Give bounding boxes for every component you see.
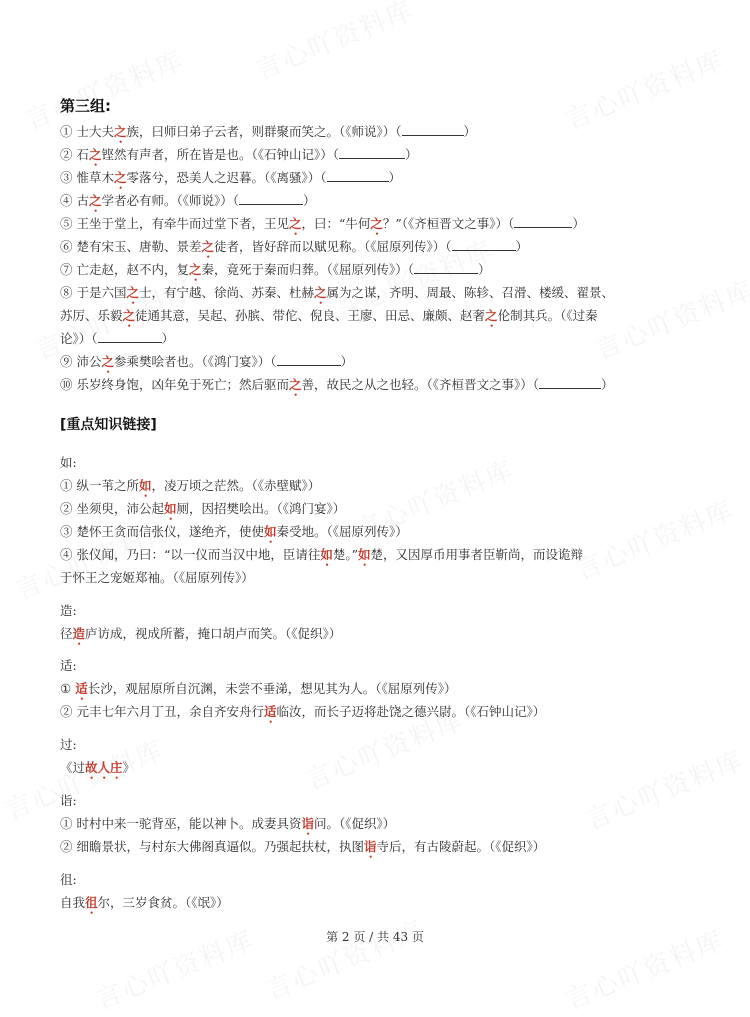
example-text: ①: [60, 681, 76, 696]
question-text: ）: [303, 193, 316, 208]
answer-blank[interactable]: [402, 123, 464, 136]
watermark: [559, 40, 729, 137]
watermark: [259, 910, 429, 1007]
question-text: ）: [478, 262, 491, 277]
question-item: [60, 144, 418, 169]
entry-label: 过:: [60, 737, 77, 752]
question-text: 铿然有声者，所在皆是也。（《石钟山记》）（: [101, 147, 340, 162]
question-item: [60, 351, 353, 376]
knowledge-link-title: [重点知识链接]: [60, 417, 157, 433]
emphasized-char: 适: [75, 681, 88, 696]
emphasized-char: 之: [288, 377, 302, 392]
example-text: 寺后，有古陵蔚起。（《促织》）: [376, 839, 546, 854]
answer-blank[interactable]: [539, 376, 601, 389]
example-text: 尔，三岁食贫。（《氓》）: [97, 895, 229, 910]
example-item: [60, 701, 545, 726]
question-item: [60, 259, 491, 284]
page-footer: 第 2 页 / 共 43 页: [326, 930, 424, 944]
emphasized-char: 适: [263, 704, 277, 719]
emphasized-char: 徂: [85, 895, 98, 910]
emphasized-char: 诣: [363, 839, 377, 854]
emphasized-char: 之: [485, 308, 498, 323]
example-text: 问。（《促织》）: [314, 816, 396, 831]
question-text: 参乘樊哙者也。（《鸿门宴》）（: [114, 354, 277, 369]
example-text: 楚，又因厚币用事者臣靳尚，而设诡辩: [370, 547, 584, 562]
question-text: ① 士大夫: [60, 124, 114, 139]
question-text: ）: [405, 147, 418, 162]
question-text: 苏厉、乐毅: [60, 308, 123, 323]
question-item: [60, 374, 614, 399]
entry-label: 徂:: [60, 872, 77, 887]
example-text: 径: [60, 626, 73, 641]
example-text: ② 元丰七年六月丁丑，余自齐安舟行: [60, 704, 264, 719]
emphasized-char: 之: [126, 285, 139, 300]
example-text: ① 纵一苇之所: [60, 478, 139, 493]
example-text: ① 时村中来一驼背巫，能以神卜。成妻具资: [60, 816, 302, 831]
entry-label: 如:: [60, 455, 77, 470]
emphasized-char: 之: [201, 239, 214, 254]
emphasized-char: 如: [320, 547, 333, 562]
question-text: ⑤ 王坐于堂上，有牵牛而过堂下者，王见: [60, 216, 289, 231]
question-item: [60, 282, 614, 307]
question-text: 秦，竟死于秦而归葬。（《屈原列传》）（: [201, 262, 415, 277]
example-text: 楚。”: [332, 547, 359, 562]
example-text: 长沙，观屈原所自沉渊，未尝不垂涕，想见其为人。（《屈原列传》）: [87, 681, 457, 696]
answer-blank[interactable]: [414, 261, 478, 274]
example-text: 庐访成，视成所蓄，掩口胡卢而笑。（《促织》）: [85, 626, 342, 641]
example-item: [60, 757, 135, 782]
example-item: [60, 521, 408, 546]
emphasized-char: 之: [88, 147, 102, 162]
emphasized-char: 如: [263, 524, 277, 539]
example-text: ② 细瞻景状，与村东大佛阁真逼似。乃强起扶杖，执图: [60, 839, 364, 854]
question-text: ）: [572, 216, 585, 231]
question-text: ）: [515, 239, 529, 254]
answer-blank[interactable]: [327, 169, 389, 182]
emphasized-char: 之: [88, 193, 102, 208]
entry-label: 适:: [60, 658, 77, 673]
question-text: 善，故民之从之也轻。（《齐桓晋文之事》）（: [301, 377, 540, 392]
emphasized-char: 之: [122, 308, 136, 323]
question-text: ⑥ 楚有宋玉、唐勒、景差: [60, 239, 202, 254]
question-text: ？”（《齐桓晋文之事》）（: [382, 216, 515, 231]
question-item-continued: [60, 305, 598, 330]
question-text: 徒者，皆好辞而以赋见称。（《屈原列传》）（: [214, 239, 452, 254]
example-text: ，凌万顷之茫然。（《赤壁赋》）: [151, 478, 321, 493]
entry-label: 造:: [60, 603, 77, 618]
example-text: 《过: [60, 760, 86, 775]
question-text: ⑨ 沛公: [60, 354, 102, 369]
emphasized-char: 如: [138, 478, 152, 493]
example-text: 》: [122, 760, 136, 775]
example-item: [60, 623, 341, 648]
question-text: ⑩ 乐岁终身饱，凶年免于死亡；然后驱而: [60, 377, 289, 392]
emphasized-char: 如: [163, 501, 177, 516]
question-text: 零落兮，恐美人之迟暮。（《离骚》）（: [126, 170, 327, 185]
example-text: ④ 张仪闻，乃曰：“以一仪而当汉中地，臣请往: [60, 547, 321, 562]
question-text: 伦制其兵。（《过秦: [497, 308, 598, 323]
question-text: ）: [161, 331, 175, 346]
question-item: [60, 167, 401, 192]
example-item: [60, 498, 345, 523]
question-text: ）: [601, 377, 614, 392]
watermark: [249, 0, 419, 87]
emphasized-char: 如: [358, 547, 371, 562]
answer-blank[interactable]: [98, 330, 162, 343]
question-text: ⑦ 亡走赵，赵不内，复: [60, 262, 189, 277]
question-text: 论》）（: [60, 331, 98, 346]
answer-blank[interactable]: [239, 192, 303, 205]
question-text: 徒通其意，吴起、孙膑、带佗、倪良、王廖、田忌、廉颇、赵奢: [135, 308, 486, 323]
emphasized-char: 之: [188, 262, 202, 277]
example-text: ③ 楚怀王贪而信张仪，遂绝齐，使使: [60, 524, 264, 539]
answer-blank[interactable]: [452, 238, 516, 251]
example-text: 临汝，而长子迈将赴饶之德兴尉。（《石钟山记》）: [276, 704, 546, 719]
example-item: [60, 544, 583, 569]
question-item: [60, 236, 528, 261]
example-item: [60, 813, 395, 838]
example-item: [60, 475, 320, 500]
answer-blank[interactable]: [339, 146, 405, 159]
example-item: [60, 892, 229, 917]
question-text: 属为之谋，齐明、周最、陈轸、召滑、楼缓、翟景、: [326, 285, 615, 300]
question-item: [60, 121, 476, 146]
question-text: ⑧ 于是六国: [60, 285, 127, 300]
question-text: ，曰：“牛何: [301, 216, 371, 231]
question-item: [60, 190, 316, 215]
question-item: [60, 213, 585, 238]
section-title: 第三组:: [60, 97, 111, 115]
emphasized-char: 之: [370, 216, 383, 231]
question-text: 士，有宁越、徐尚、苏秦、杜赫: [139, 285, 315, 300]
emphasized-char: 故人庄: [85, 760, 123, 775]
example-item: [60, 678, 456, 703]
question-text: ）: [463, 124, 477, 139]
watermark: [579, 740, 749, 837]
emphasized-char: 之: [113, 170, 127, 185]
question-text: ② 石: [60, 147, 89, 162]
example-text: ② 坐须臾，沛公起: [60, 501, 164, 516]
emphasized-char: 造: [72, 626, 86, 641]
watermark: [569, 490, 739, 587]
example-text: 厕，因招樊哙出。（《鸿门宴》）: [176, 501, 346, 516]
emphasized-char: 之: [101, 354, 114, 369]
emphasized-char: 之: [288, 216, 302, 231]
emphasized-char: 之: [113, 124, 127, 139]
example-item: [60, 836, 545, 861]
emphasized-char: 之: [314, 285, 327, 300]
question-text: ④ 古: [60, 193, 89, 208]
question-text: ）: [388, 170, 402, 185]
question-text: ③ 惟草木: [60, 170, 114, 185]
question-text: 族，曰师曰弟子云者，则群聚而笑之。（《师说》）（: [126, 124, 402, 139]
question-item-continued: [60, 328, 174, 350]
answer-blank[interactable]: [277, 353, 341, 366]
example-text: 自我: [60, 895, 86, 910]
answer-blank[interactable]: [514, 215, 572, 228]
emphasized-char: 诣: [301, 816, 314, 831]
question-text: ）: [340, 354, 354, 369]
example-item-continued: 于怀王之宠姬郑袖。（《屈原列传》）: [60, 570, 254, 585]
entry-label: 诣:: [60, 793, 77, 808]
example-text: 秦受地。（《屈原列传》）: [276, 524, 408, 539]
question-text: 学者必有师。（《师说》）（: [101, 193, 240, 208]
